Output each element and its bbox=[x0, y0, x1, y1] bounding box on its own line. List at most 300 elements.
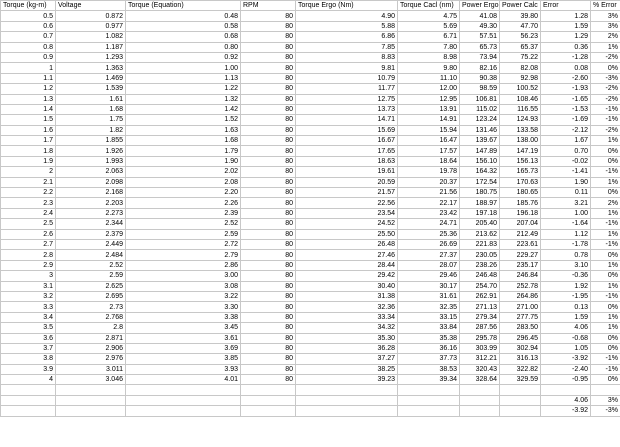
column-header-torque-equation[interactable]: Torque (Equation) bbox=[126, 1, 241, 11]
cell-torque-calc[interactable]: 12.00 bbox=[398, 84, 460, 94]
cell-torque-ergo[interactable]: 14.71 bbox=[296, 115, 398, 125]
cell-torque-calc[interactable]: 17.57 bbox=[398, 146, 460, 156]
cell-rpm[interactable]: 80 bbox=[241, 229, 296, 239]
cell-torque-calc[interactable]: 20.37 bbox=[398, 177, 460, 187]
cell-torque-kgm[interactable]: 1.5 bbox=[1, 115, 56, 125]
cell-torque-ergo[interactable]: 28.44 bbox=[296, 260, 398, 270]
cell-power-calc[interactable]: 252.78 bbox=[500, 281, 541, 291]
cell-power-ergo[interactable]: 90.38 bbox=[460, 73, 500, 83]
cell-torque-ergo[interactable]: 18.63 bbox=[296, 156, 398, 166]
cell-power-ergo[interactable]: 115.02 bbox=[460, 104, 500, 114]
cell-torque-equation[interactable] bbox=[126, 406, 241, 416]
cell-pct-error[interactable] bbox=[591, 385, 620, 395]
cell-power-ergo[interactable]: 303.99 bbox=[460, 343, 500, 353]
cell-torque-ergo[interactable]: 24.52 bbox=[296, 219, 398, 229]
cell-error[interactable]: -2.40 bbox=[541, 364, 591, 374]
cell-power-calc[interactable]: 212.49 bbox=[500, 229, 541, 239]
cell-rpm[interactable]: 80 bbox=[241, 84, 296, 94]
cell-torque-ergo[interactable]: 22.56 bbox=[296, 198, 398, 208]
cell-voltage[interactable] bbox=[56, 406, 126, 416]
cell-power-ergo[interactable]: 65.73 bbox=[460, 42, 500, 52]
cell-error[interactable]: 0.13 bbox=[541, 302, 591, 312]
cell-torque-kgm[interactable]: 3.3 bbox=[1, 302, 56, 312]
cell-torque-ergo[interactable]: 7.85 bbox=[296, 42, 398, 52]
cell-power-ergo[interactable]: 73.94 bbox=[460, 52, 500, 62]
cell-error[interactable]: -2.12 bbox=[541, 125, 591, 135]
cell-power-calc[interactable]: 47.70 bbox=[500, 21, 541, 31]
cell-error[interactable]: 0.11 bbox=[541, 188, 591, 198]
cell-pct-error[interactable]: 0% bbox=[591, 63, 620, 73]
cell-torque-kgm[interactable]: 3.2 bbox=[1, 291, 56, 301]
cell-rpm[interactable]: 80 bbox=[241, 136, 296, 146]
cell-torque-kgm[interactable]: 3.4 bbox=[1, 312, 56, 322]
cell-pct-error[interactable]: 1% bbox=[591, 323, 620, 333]
column-header-voltage[interactable]: Voltage bbox=[56, 1, 126, 11]
cell-error[interactable]: 4.06 bbox=[541, 323, 591, 333]
cell-torque-equation[interactable]: 1.68 bbox=[126, 136, 241, 146]
cell-voltage[interactable]: 2.8 bbox=[56, 323, 126, 333]
cell-torque-calc[interactable] bbox=[398, 406, 460, 416]
cell-voltage[interactable]: 1.61 bbox=[56, 94, 126, 104]
cell-torque-ergo[interactable]: 35.30 bbox=[296, 333, 398, 343]
cell-rpm[interactable]: 80 bbox=[241, 94, 296, 104]
cell-pct-error[interactable]: 2% bbox=[591, 32, 620, 42]
cell-torque-kgm[interactable] bbox=[1, 395, 56, 405]
cell-torque-equation[interactable]: 3.69 bbox=[126, 343, 241, 353]
cell-torque-ergo[interactable]: 9.81 bbox=[296, 63, 398, 73]
cell-rpm[interactable]: 80 bbox=[241, 354, 296, 364]
cell-power-ergo[interactable]: 254.70 bbox=[460, 281, 500, 291]
cell-torque-ergo[interactable]: 39.23 bbox=[296, 375, 398, 385]
cell-torque-calc[interactable]: 39.34 bbox=[398, 375, 460, 385]
cell-power-calc[interactable]: 264.86 bbox=[500, 291, 541, 301]
cell-power-calc[interactable]: 229.27 bbox=[500, 250, 541, 260]
cell-rpm[interactable]: 80 bbox=[241, 73, 296, 83]
cell-torque-equation[interactable]: 0.58 bbox=[126, 21, 241, 31]
cell-pct-error[interactable]: 1% bbox=[591, 42, 620, 52]
cell-torque-equation[interactable]: 2.39 bbox=[126, 208, 241, 218]
cell-torque-ergo[interactable]: 21.57 bbox=[296, 188, 398, 198]
cell-torque-kgm[interactable]: 1.9 bbox=[1, 156, 56, 166]
cell-rpm[interactable]: 80 bbox=[241, 188, 296, 198]
cell-power-ergo[interactable]: 98.59 bbox=[460, 84, 500, 94]
cell-power-calc[interactable]: 322.82 bbox=[500, 364, 541, 374]
cell-rpm[interactable]: 80 bbox=[241, 250, 296, 260]
cell-power-ergo[interactable]: 139.67 bbox=[460, 136, 500, 146]
cell-power-ergo[interactable]: 123.24 bbox=[460, 115, 500, 125]
cell-error[interactable]: -1.65 bbox=[541, 94, 591, 104]
column-header-power-ergo[interactable]: Power Ergo bbox=[460, 1, 500, 11]
cell-power-ergo[interactable]: 106.81 bbox=[460, 94, 500, 104]
cell-torque-calc[interactable] bbox=[398, 385, 460, 395]
cell-power-ergo[interactable]: 180.75 bbox=[460, 188, 500, 198]
cell-torque-kgm[interactable]: 1.4 bbox=[1, 104, 56, 114]
cell-torque-equation[interactable]: 3.22 bbox=[126, 291, 241, 301]
cell-torque-equation[interactable]: 2.08 bbox=[126, 177, 241, 187]
cell-torque-ergo[interactable]: 13.73 bbox=[296, 104, 398, 114]
cell-voltage[interactable]: 2.484 bbox=[56, 250, 126, 260]
cell-torque-kgm[interactable]: 0.7 bbox=[1, 32, 56, 42]
cell-torque-ergo[interactable]: 17.65 bbox=[296, 146, 398, 156]
cell-torque-ergo[interactable]: 36.28 bbox=[296, 343, 398, 353]
cell-voltage[interactable] bbox=[56, 395, 126, 405]
cell-voltage[interactable]: 2.203 bbox=[56, 198, 126, 208]
cell-power-calc[interactable]: 138.00 bbox=[500, 136, 541, 146]
cell-power-calc[interactable]: 223.61 bbox=[500, 239, 541, 249]
cell-voltage[interactable]: 0.872 bbox=[56, 11, 126, 21]
cell-power-ergo[interactable]: 328.64 bbox=[460, 375, 500, 385]
cell-power-calc[interactable]: 65.37 bbox=[500, 42, 541, 52]
cell-voltage[interactable]: 2.59 bbox=[56, 271, 126, 281]
cell-power-calc[interactable]: 196.18 bbox=[500, 208, 541, 218]
cell-torque-calc[interactable]: 8.98 bbox=[398, 52, 460, 62]
column-header-rpm[interactable]: RPM bbox=[241, 1, 296, 11]
cell-error[interactable]: 3.10 bbox=[541, 260, 591, 270]
cell-pct-error[interactable]: 0% bbox=[591, 302, 620, 312]
cell-torque-ergo[interactable]: 16.67 bbox=[296, 136, 398, 146]
cell-power-ergo[interactable]: 271.13 bbox=[460, 302, 500, 312]
cell-power-calc[interactable] bbox=[500, 385, 541, 395]
cell-torque-kgm[interactable]: 2.9 bbox=[1, 260, 56, 270]
cell-torque-equation[interactable]: 3.61 bbox=[126, 333, 241, 343]
cell-voltage[interactable]: 1.68 bbox=[56, 104, 126, 114]
cell-power-calc[interactable]: 235.17 bbox=[500, 260, 541, 270]
cell-pct-error[interactable]: -2% bbox=[591, 125, 620, 135]
cell-torque-ergo[interactable] bbox=[296, 395, 398, 405]
cell-power-ergo[interactable]: 172.54 bbox=[460, 177, 500, 187]
cell-power-calc[interactable]: 108.46 bbox=[500, 94, 541, 104]
cell-error[interactable]: 4.06 bbox=[541, 395, 591, 405]
cell-power-ergo[interactable]: 205.40 bbox=[460, 219, 500, 229]
cell-torque-equation[interactable]: 3.00 bbox=[126, 271, 241, 281]
cell-torque-ergo[interactable]: 30.40 bbox=[296, 281, 398, 291]
cell-error[interactable]: 1.12 bbox=[541, 229, 591, 239]
cell-power-calc[interactable]: 56.23 bbox=[500, 32, 541, 42]
cell-pct-error[interactable]: 1% bbox=[591, 229, 620, 239]
cell-torque-calc[interactable]: 21.56 bbox=[398, 188, 460, 198]
cell-torque-kgm[interactable]: 1.1 bbox=[1, 73, 56, 83]
cell-voltage[interactable]: 2.768 bbox=[56, 312, 126, 322]
cell-torque-ergo[interactable]: 8.83 bbox=[296, 52, 398, 62]
cell-rpm[interactable]: 80 bbox=[241, 375, 296, 385]
cell-torque-calc[interactable]: 22.17 bbox=[398, 198, 460, 208]
cell-torque-ergo[interactable]: 5.88 bbox=[296, 21, 398, 31]
cell-torque-kgm[interactable]: 2 bbox=[1, 167, 56, 177]
cell-pct-error[interactable]: -1% bbox=[591, 219, 620, 229]
cell-voltage[interactable]: 3.011 bbox=[56, 364, 126, 374]
cell-voltage[interactable]: 1.539 bbox=[56, 84, 126, 94]
cell-rpm[interactable] bbox=[241, 395, 296, 405]
cell-power-calc[interactable]: 75.22 bbox=[500, 52, 541, 62]
cell-power-calc[interactable]: 185.76 bbox=[500, 198, 541, 208]
cell-error[interactable]: -1.93 bbox=[541, 84, 591, 94]
cell-torque-equation[interactable]: 2.52 bbox=[126, 219, 241, 229]
cell-torque-calc[interactable]: 38.53 bbox=[398, 364, 460, 374]
cell-power-calc[interactable]: 170.63 bbox=[500, 177, 541, 187]
cell-torque-kgm[interactable]: 2.6 bbox=[1, 229, 56, 239]
cell-error[interactable]: 1.05 bbox=[541, 343, 591, 353]
cell-voltage[interactable]: 2.098 bbox=[56, 177, 126, 187]
cell-error[interactable]: 0.70 bbox=[541, 146, 591, 156]
cell-voltage[interactable]: 3.046 bbox=[56, 375, 126, 385]
cell-torque-calc[interactable]: 9.80 bbox=[398, 63, 460, 73]
cell-torque-calc[interactable]: 37.73 bbox=[398, 354, 460, 364]
cell-rpm[interactable]: 80 bbox=[241, 32, 296, 42]
cell-power-calc[interactable]: 246.84 bbox=[500, 271, 541, 281]
cell-torque-calc[interactable] bbox=[398, 395, 460, 405]
cell-torque-kgm[interactable]: 3.7 bbox=[1, 343, 56, 353]
cell-error[interactable]: -0.36 bbox=[541, 271, 591, 281]
cell-torque-calc[interactable]: 12.95 bbox=[398, 94, 460, 104]
cell-torque-calc[interactable]: 31.61 bbox=[398, 291, 460, 301]
cell-rpm[interactable]: 80 bbox=[241, 177, 296, 187]
cell-pct-error[interactable]: 1% bbox=[591, 260, 620, 270]
cell-torque-ergo[interactable]: 29.42 bbox=[296, 271, 398, 281]
cell-error[interactable]: -3.92 bbox=[541, 406, 591, 416]
cell-torque-kgm[interactable]: 2.4 bbox=[1, 208, 56, 218]
cell-error[interactable]: -1.69 bbox=[541, 115, 591, 125]
cell-power-calc[interactable]: 271.00 bbox=[500, 302, 541, 312]
cell-torque-ergo[interactable]: 33.34 bbox=[296, 312, 398, 322]
cell-power-ergo[interactable]: 41.08 bbox=[460, 11, 500, 21]
cell-pct-error[interactable]: 3% bbox=[591, 395, 620, 405]
cell-voltage[interactable]: 2.871 bbox=[56, 333, 126, 343]
cell-pct-error[interactable]: 1% bbox=[591, 312, 620, 322]
cell-torque-ergo[interactable]: 31.38 bbox=[296, 291, 398, 301]
cell-voltage[interactable]: 1.469 bbox=[56, 73, 126, 83]
cell-power-ergo[interactable]: 164.32 bbox=[460, 167, 500, 177]
cell-pct-error[interactable]: -1% bbox=[591, 115, 620, 125]
cell-torque-equation[interactable] bbox=[126, 395, 241, 405]
cell-rpm[interactable]: 80 bbox=[241, 343, 296, 353]
cell-power-ergo[interactable]: 213.62 bbox=[460, 229, 500, 239]
cell-rpm[interactable]: 80 bbox=[241, 208, 296, 218]
cell-torque-ergo[interactable]: 25.50 bbox=[296, 229, 398, 239]
cell-pct-error[interactable]: -1% bbox=[591, 167, 620, 177]
cell-pct-error[interactable]: 0% bbox=[591, 250, 620, 260]
cell-torque-equation[interactable]: 3.38 bbox=[126, 312, 241, 322]
cell-voltage[interactable]: 2.73 bbox=[56, 302, 126, 312]
cell-torque-ergo[interactable]: 26.48 bbox=[296, 239, 398, 249]
cell-rpm[interactable]: 80 bbox=[241, 52, 296, 62]
cell-torque-equation[interactable]: 3.93 bbox=[126, 364, 241, 374]
cell-torque-equation[interactable]: 3.30 bbox=[126, 302, 241, 312]
cell-pct-error[interactable]: 0% bbox=[591, 188, 620, 198]
column-header-torque-kgm[interactable]: Torque (kg-m) bbox=[1, 1, 56, 11]
cell-torque-kgm[interactable]: 0.6 bbox=[1, 21, 56, 31]
cell-rpm[interactable]: 80 bbox=[241, 156, 296, 166]
cell-torque-kgm[interactable]: 0.9 bbox=[1, 52, 56, 62]
cell-rpm[interactable]: 80 bbox=[241, 21, 296, 31]
cell-error[interactable]: 1.00 bbox=[541, 208, 591, 218]
cell-error[interactable]: 1.92 bbox=[541, 281, 591, 291]
cell-rpm[interactable]: 80 bbox=[241, 198, 296, 208]
cell-power-ergo[interactable] bbox=[460, 385, 500, 395]
cell-torque-equation[interactable]: 2.26 bbox=[126, 198, 241, 208]
cell-error[interactable]: 0.36 bbox=[541, 42, 591, 52]
cell-torque-equation[interactable]: 2.20 bbox=[126, 188, 241, 198]
column-header-pct-error[interactable]: % Error bbox=[591, 1, 620, 11]
cell-torque-ergo[interactable]: 27.46 bbox=[296, 250, 398, 260]
cell-pct-error[interactable]: 0% bbox=[591, 271, 620, 281]
cell-power-ergo[interactable]: 221.83 bbox=[460, 239, 500, 249]
cell-power-ergo[interactable]: 287.56 bbox=[460, 323, 500, 333]
cell-rpm[interactable]: 80 bbox=[241, 146, 296, 156]
cell-torque-calc[interactable]: 15.94 bbox=[398, 125, 460, 135]
cell-voltage[interactable]: 1.293 bbox=[56, 52, 126, 62]
cell-torque-calc[interactable]: 26.69 bbox=[398, 239, 460, 249]
cell-torque-kgm[interactable]: 3.5 bbox=[1, 323, 56, 333]
cell-torque-kgm[interactable]: 1.6 bbox=[1, 125, 56, 135]
cell-rpm[interactable]: 80 bbox=[241, 167, 296, 177]
cell-error[interactable] bbox=[541, 385, 591, 395]
cell-power-calc[interactable] bbox=[500, 395, 541, 405]
cell-error[interactable]: -1.95 bbox=[541, 291, 591, 301]
cell-rpm[interactable]: 80 bbox=[241, 291, 296, 301]
cell-torque-equation[interactable]: 3.85 bbox=[126, 354, 241, 364]
cell-error[interactable]: 1.59 bbox=[541, 21, 591, 31]
cell-torque-equation[interactable]: 1.42 bbox=[126, 104, 241, 114]
cell-pct-error[interactable]: 1% bbox=[591, 177, 620, 187]
cell-error[interactable]: 3.21 bbox=[541, 198, 591, 208]
cell-torque-kgm[interactable]: 3 bbox=[1, 271, 56, 281]
cell-torque-kgm[interactable]: 2.7 bbox=[1, 239, 56, 249]
cell-power-calc[interactable]: 296.45 bbox=[500, 333, 541, 343]
cell-voltage[interactable]: 2.52 bbox=[56, 260, 126, 270]
cell-power-calc[interactable]: 82.08 bbox=[500, 63, 541, 73]
cell-power-ergo[interactable]: 320.43 bbox=[460, 364, 500, 374]
cell-power-calc[interactable]: 147.19 bbox=[500, 146, 541, 156]
cell-pct-error[interactable]: 0% bbox=[591, 375, 620, 385]
cell-power-ergo[interactable]: 262.91 bbox=[460, 291, 500, 301]
cell-pct-error[interactable]: -3% bbox=[591, 73, 620, 83]
cell-error[interactable]: 1.67 bbox=[541, 136, 591, 146]
cell-torque-calc[interactable]: 4.75 bbox=[398, 11, 460, 21]
cell-power-ergo[interactable]: 312.21 bbox=[460, 354, 500, 364]
cell-torque-calc[interactable]: 18.64 bbox=[398, 156, 460, 166]
cell-error[interactable]: -1.53 bbox=[541, 104, 591, 114]
cell-torque-calc[interactable]: 27.37 bbox=[398, 250, 460, 260]
cell-pct-error[interactable]: -1% bbox=[591, 354, 620, 364]
cell-torque-kgm[interactable]: 1.7 bbox=[1, 136, 56, 146]
cell-power-calc[interactable]: 133.58 bbox=[500, 125, 541, 135]
cell-rpm[interactable]: 80 bbox=[241, 115, 296, 125]
cell-error[interactable]: 0.08 bbox=[541, 63, 591, 73]
cell-torque-equation[interactable]: 2.72 bbox=[126, 239, 241, 249]
cell-rpm[interactable]: 80 bbox=[241, 312, 296, 322]
cell-torque-kgm[interactable]: 2.3 bbox=[1, 198, 56, 208]
cell-power-ergo[interactable]: 156.10 bbox=[460, 156, 500, 166]
cell-torque-equation[interactable]: 3.08 bbox=[126, 281, 241, 291]
cell-torque-equation[interactable]: 0.48 bbox=[126, 11, 241, 21]
column-header-torque-ergo[interactable]: Torque Ergo (Nm) bbox=[296, 1, 398, 11]
cell-torque-calc[interactable]: 16.47 bbox=[398, 136, 460, 146]
cell-torque-ergo[interactable]: 4.90 bbox=[296, 11, 398, 21]
cell-power-ergo[interactable]: 131.46 bbox=[460, 125, 500, 135]
cell-error[interactable]: -1.28 bbox=[541, 52, 591, 62]
cell-pct-error[interactable]: -1% bbox=[591, 239, 620, 249]
cell-voltage[interactable]: 1.75 bbox=[56, 115, 126, 125]
cell-torque-kgm[interactable]: 1.2 bbox=[1, 84, 56, 94]
cell-torque-equation[interactable]: 1.79 bbox=[126, 146, 241, 156]
cell-torque-equation[interactable]: 1.90 bbox=[126, 156, 241, 166]
cell-torque-calc[interactable]: 35.38 bbox=[398, 333, 460, 343]
cell-rpm[interactable]: 80 bbox=[241, 104, 296, 114]
cell-voltage[interactable]: 1.187 bbox=[56, 42, 126, 52]
cell-torque-equation[interactable]: 4.01 bbox=[126, 375, 241, 385]
cell-error[interactable]: 1.29 bbox=[541, 32, 591, 42]
cell-power-calc[interactable]: 156.13 bbox=[500, 156, 541, 166]
cell-torque-calc[interactable]: 7.80 bbox=[398, 42, 460, 52]
cell-power-ergo[interactable]: 57.51 bbox=[460, 32, 500, 42]
cell-torque-ergo[interactable] bbox=[296, 385, 398, 395]
cell-pct-error[interactable]: -1% bbox=[591, 104, 620, 114]
cell-torque-ergo[interactable]: 20.59 bbox=[296, 177, 398, 187]
cell-power-calc[interactable]: 329.59 bbox=[500, 375, 541, 385]
cell-voltage[interactable]: 2.906 bbox=[56, 343, 126, 353]
cell-voltage[interactable]: 2.695 bbox=[56, 291, 126, 301]
cell-voltage[interactable]: 2.168 bbox=[56, 188, 126, 198]
cell-torque-ergo[interactable]: 32.36 bbox=[296, 302, 398, 312]
cell-error[interactable]: -3.92 bbox=[541, 354, 591, 364]
cell-torque-kgm[interactable]: 2.5 bbox=[1, 219, 56, 229]
cell-error[interactable]: 1.28 bbox=[541, 11, 591, 21]
cell-torque-ergo[interactable]: 10.79 bbox=[296, 73, 398, 83]
cell-torque-ergo[interactable]: 38.25 bbox=[296, 364, 398, 374]
cell-error[interactable]: -1.41 bbox=[541, 167, 591, 177]
cell-voltage[interactable]: 2.449 bbox=[56, 239, 126, 249]
cell-pct-error[interactable]: -3% bbox=[591, 406, 620, 416]
cell-torque-equation[interactable]: 1.52 bbox=[126, 115, 241, 125]
cell-rpm[interactable]: 80 bbox=[241, 271, 296, 281]
cell-voltage[interactable]: 2.625 bbox=[56, 281, 126, 291]
cell-power-ergo[interactable]: 49.30 bbox=[460, 21, 500, 31]
cell-torque-equation[interactable]: 3.45 bbox=[126, 323, 241, 333]
cell-torque-calc[interactable]: 28.07 bbox=[398, 260, 460, 270]
cell-torque-kgm[interactable]: 0.5 bbox=[1, 11, 56, 21]
cell-power-calc[interactable]: 302.94 bbox=[500, 343, 541, 353]
cell-torque-calc[interactable]: 13.91 bbox=[398, 104, 460, 114]
cell-torque-equation[interactable]: 0.68 bbox=[126, 32, 241, 42]
cell-voltage[interactable]: 2.976 bbox=[56, 354, 126, 364]
cell-torque-equation[interactable]: 1.13 bbox=[126, 73, 241, 83]
cell-torque-calc[interactable]: 24.71 bbox=[398, 219, 460, 229]
cell-rpm[interactable]: 80 bbox=[241, 281, 296, 291]
cell-power-ergo[interactable]: 246.48 bbox=[460, 271, 500, 281]
cell-torque-equation[interactable]: 2.79 bbox=[126, 250, 241, 260]
cell-power-ergo[interactable]: 82.16 bbox=[460, 63, 500, 73]
cell-torque-ergo[interactable]: 37.27 bbox=[296, 354, 398, 364]
cell-pct-error[interactable]: 0% bbox=[591, 146, 620, 156]
cell-power-calc[interactable]: 124.93 bbox=[500, 115, 541, 125]
cell-error[interactable]: -0.95 bbox=[541, 375, 591, 385]
cell-torque-kgm[interactable] bbox=[1, 406, 56, 416]
cell-rpm[interactable]: 80 bbox=[241, 302, 296, 312]
cell-pct-error[interactable]: -2% bbox=[591, 84, 620, 94]
cell-pct-error[interactable]: 1% bbox=[591, 136, 620, 146]
cell-torque-equation[interactable]: 1.32 bbox=[126, 94, 241, 104]
cell-power-calc[interactable]: 283.50 bbox=[500, 323, 541, 333]
cell-torque-equation[interactable]: 0.80 bbox=[126, 42, 241, 52]
cell-error[interactable]: -2.60 bbox=[541, 73, 591, 83]
cell-power-calc[interactable]: 116.55 bbox=[500, 104, 541, 114]
cell-torque-equation[interactable]: 2.86 bbox=[126, 260, 241, 270]
cell-power-ergo[interactable]: 295.78 bbox=[460, 333, 500, 343]
cell-power-ergo[interactable]: 279.34 bbox=[460, 312, 500, 322]
cell-rpm[interactable]: 80 bbox=[241, 333, 296, 343]
cell-error[interactable]: -0.02 bbox=[541, 156, 591, 166]
cell-torque-kgm[interactable]: 3.6 bbox=[1, 333, 56, 343]
